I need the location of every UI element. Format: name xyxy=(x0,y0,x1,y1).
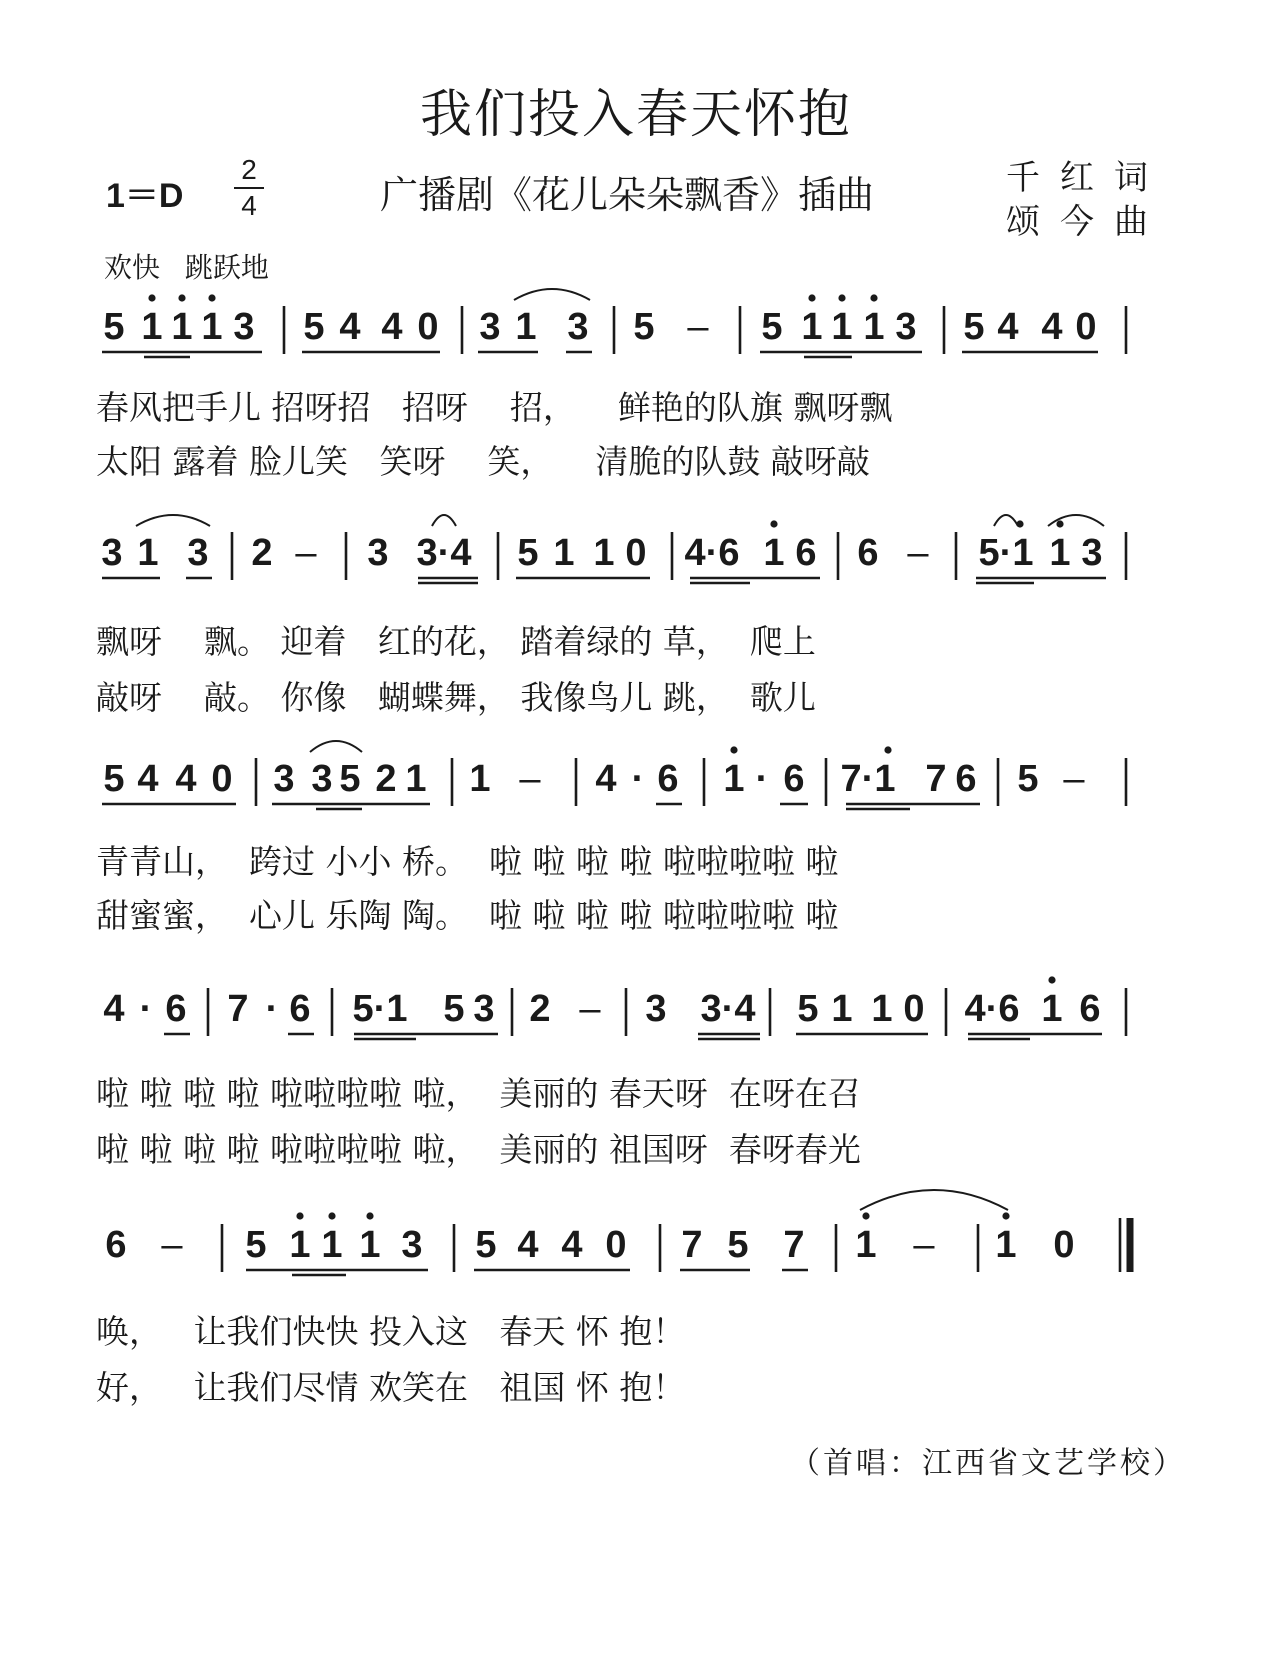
composer-credit: 颂今曲 xyxy=(1006,202,1168,242)
lyric-line-2: 好， 让我们尽情 欢笑在 祖国 怀 抱！ xyxy=(96,1368,686,1407)
lyric-line-1: 青青山， 跨过 小小 桥。 啦 啦 啦 啦 啦啦啦啦 啦 xyxy=(96,842,839,881)
slur-arc xyxy=(136,515,210,526)
note-token: 4 xyxy=(137,758,159,800)
note-token: 0 xyxy=(417,306,439,348)
note-token: – xyxy=(907,532,929,574)
time-signature-top: 2 xyxy=(241,154,257,185)
note-token: 7 xyxy=(681,1224,703,1266)
lyric-line-1: 啦 啦 啦 啦 啦啦啦啦 啦， 美丽的 春天呀 在呀在召 xyxy=(96,1074,861,1113)
note-token: 0 xyxy=(625,532,647,574)
note-token: · xyxy=(139,988,153,1030)
note-token: 5 xyxy=(475,1224,497,1266)
octave-dot xyxy=(208,294,215,301)
note-token: 7 xyxy=(783,1224,805,1266)
lyricist-credit: 千红词 xyxy=(1006,158,1168,198)
note-token: 6 xyxy=(1079,988,1101,1030)
note-token: 5 xyxy=(963,306,985,348)
note-token: 6 xyxy=(857,532,879,574)
note-token: 0 xyxy=(605,1224,627,1266)
note-token: 5 xyxy=(103,758,125,800)
note-token: 2 xyxy=(529,988,551,1030)
note-token: 4 xyxy=(381,306,403,348)
note-token: 1 xyxy=(831,988,853,1030)
note-token: – xyxy=(913,1224,935,1266)
note-token: · xyxy=(755,758,769,800)
octave-dot xyxy=(328,1212,335,1219)
note-token: 3·4 xyxy=(700,988,756,1030)
note-token: 3 xyxy=(567,306,589,348)
slur-arc xyxy=(1048,515,1104,526)
note-token: – xyxy=(519,758,541,800)
note-token: 1 xyxy=(289,1224,311,1266)
note-token: 3 xyxy=(473,988,495,1030)
note-token: 4 xyxy=(103,988,125,1030)
note-token: · xyxy=(631,758,645,800)
note-token: 6 xyxy=(165,988,187,1030)
note-token: 6 xyxy=(657,758,679,800)
note-token: 4 xyxy=(1041,306,1063,348)
lyric-line-1: 飘呀 飘。 迎着 红的花， 踏着绿的 草， 爬上 xyxy=(96,622,816,661)
octave-dot xyxy=(148,294,155,301)
note-token: 1 xyxy=(871,988,893,1030)
tempo-marking: 欢快 跳跃地 xyxy=(104,251,269,284)
slur-arc xyxy=(514,289,590,300)
note-token: 3 xyxy=(645,988,667,1030)
note-token: 7 xyxy=(227,988,249,1030)
octave-dot xyxy=(870,294,877,301)
key-signature: 1＝D xyxy=(106,177,184,215)
note-token: 0 xyxy=(903,988,925,1030)
note-token: 4 xyxy=(339,306,361,348)
note-token: 4·6 xyxy=(684,532,740,574)
note-token: 1 xyxy=(405,758,427,800)
note-token: 3 xyxy=(187,532,209,574)
note-token: 7 xyxy=(925,758,947,800)
octave-dot xyxy=(366,1212,373,1219)
note-token: 5 xyxy=(245,1224,267,1266)
lyric-line-1: 春风把手儿 招呀招 招呀 招， 鲜艳的队旗 飘呀飘 xyxy=(96,388,893,427)
note-token: 4 xyxy=(175,758,197,800)
note-token: 0 xyxy=(1053,1224,1075,1266)
note-token: 1 xyxy=(141,306,163,348)
octave-dot xyxy=(862,1212,869,1219)
note-token: 5 xyxy=(443,988,465,1030)
note-token: 3 xyxy=(401,1224,423,1266)
note-token: 6 xyxy=(105,1224,127,1266)
lyric-line-2: 敲呀 敲。 你像 蝴蝶舞， 我像鸟儿 跳， 歌儿 xyxy=(96,678,816,717)
slur-arc xyxy=(432,515,456,526)
note-token: 3 xyxy=(311,758,333,800)
octave-dot xyxy=(178,294,185,301)
note-token: – xyxy=(579,988,601,1030)
slur-arc xyxy=(994,515,1018,526)
note-token: 6 xyxy=(795,532,817,574)
note-token: 3 xyxy=(479,306,501,348)
time-signature-bottom: 4 xyxy=(241,190,257,221)
lyric-line-2: 太阳 露着 脸儿笑 笑呀 笑， 清脆的队鼓 敲呀敲 xyxy=(96,442,870,481)
note-token: 3 xyxy=(101,532,123,574)
note-token: 3 xyxy=(233,306,255,348)
octave-dot xyxy=(1002,1212,1009,1219)
note-token: 4 xyxy=(595,758,617,800)
note-token: 1 xyxy=(1041,988,1063,1030)
octave-dot xyxy=(1048,976,1055,983)
note-token: 1 xyxy=(321,1224,343,1266)
note-token: – xyxy=(687,306,709,348)
note-token: 1 xyxy=(171,306,193,348)
note-token: 5·1 xyxy=(352,988,408,1030)
note-token: 5 xyxy=(761,306,783,348)
note-token: 1 xyxy=(553,532,575,574)
note-token: 6 xyxy=(955,758,977,800)
note-token: 1 xyxy=(855,1224,877,1266)
note-token: 3 xyxy=(1081,532,1103,574)
note-token: 5·1 xyxy=(978,532,1034,574)
note-token: 6 xyxy=(783,758,805,800)
octave-dot xyxy=(808,294,815,301)
note-token: – xyxy=(1063,758,1085,800)
note-token: 1 xyxy=(137,532,159,574)
note-token: 1 xyxy=(1049,532,1071,574)
note-token: 4·6 xyxy=(964,988,1020,1030)
note-token: 7·1 xyxy=(840,758,896,800)
lyric-line-1: 唤， 让我们快快 投入这 春天 怀 抱！ xyxy=(96,1312,686,1351)
note-token: 0 xyxy=(1075,306,1097,348)
note-token: 5 xyxy=(1017,758,1039,800)
note-token: 5 xyxy=(517,532,539,574)
lyric-line-2: 甜蜜蜜， 心儿 乐陶 陶。 啦 啦 啦 啦 啦啦啦啦 啦 xyxy=(96,896,839,935)
note-token: 1 xyxy=(469,758,491,800)
note-token: 1 xyxy=(831,306,853,348)
note-token: 6 xyxy=(289,988,311,1030)
note-token: 5 xyxy=(633,306,655,348)
note-token: 5 xyxy=(103,306,125,348)
note-token: 1 xyxy=(723,758,745,800)
note-token: 4 xyxy=(517,1224,539,1266)
note-token: 5 xyxy=(303,306,325,348)
octave-dot xyxy=(730,746,737,753)
octave-dot xyxy=(1056,520,1063,527)
note-token: 3 xyxy=(273,758,295,800)
note-token: 1 xyxy=(995,1224,1017,1266)
long-slur-arc xyxy=(860,1190,1008,1210)
note-token: 5 xyxy=(797,988,819,1030)
note-token: 1 xyxy=(593,532,615,574)
note-token: 5 xyxy=(727,1224,749,1266)
note-token: 2 xyxy=(251,532,273,574)
lyric-line-2: 啦 啦 啦 啦 啦啦啦啦 啦， 美丽的 祖国呀 春呀春光 xyxy=(96,1130,861,1169)
note-token: · xyxy=(265,988,279,1030)
song-subtitle: 广播剧《花儿朵朵飘香》插曲 xyxy=(380,173,875,217)
note-token: 1 xyxy=(763,532,785,574)
note-token: 1 xyxy=(515,306,537,348)
slur-arc xyxy=(310,741,362,752)
note-token: 3 xyxy=(367,532,389,574)
note-token: 0 xyxy=(211,758,233,800)
note-token: 1 xyxy=(201,306,223,348)
note-token: 3·4 xyxy=(416,532,472,574)
premiere-credit: （首唱：江西省文艺学校） xyxy=(790,1446,1186,1481)
note-token: 3 xyxy=(895,306,917,348)
note-token: 5 xyxy=(339,758,361,800)
song-title: 我们投入春天怀抱 xyxy=(419,85,852,145)
octave-dot xyxy=(296,1212,303,1219)
note-token: 2 xyxy=(375,758,397,800)
note-token: – xyxy=(161,1224,183,1266)
note-token: 1 xyxy=(359,1224,381,1266)
octave-dot xyxy=(770,520,777,527)
note-token: 4 xyxy=(997,306,1019,348)
note-token: 1 xyxy=(863,306,885,348)
note-token: 4 xyxy=(561,1224,583,1266)
octave-dot xyxy=(838,294,845,301)
note-token: 1 xyxy=(801,306,823,348)
octave-dot xyxy=(884,746,891,753)
note-token: – xyxy=(295,532,317,574)
